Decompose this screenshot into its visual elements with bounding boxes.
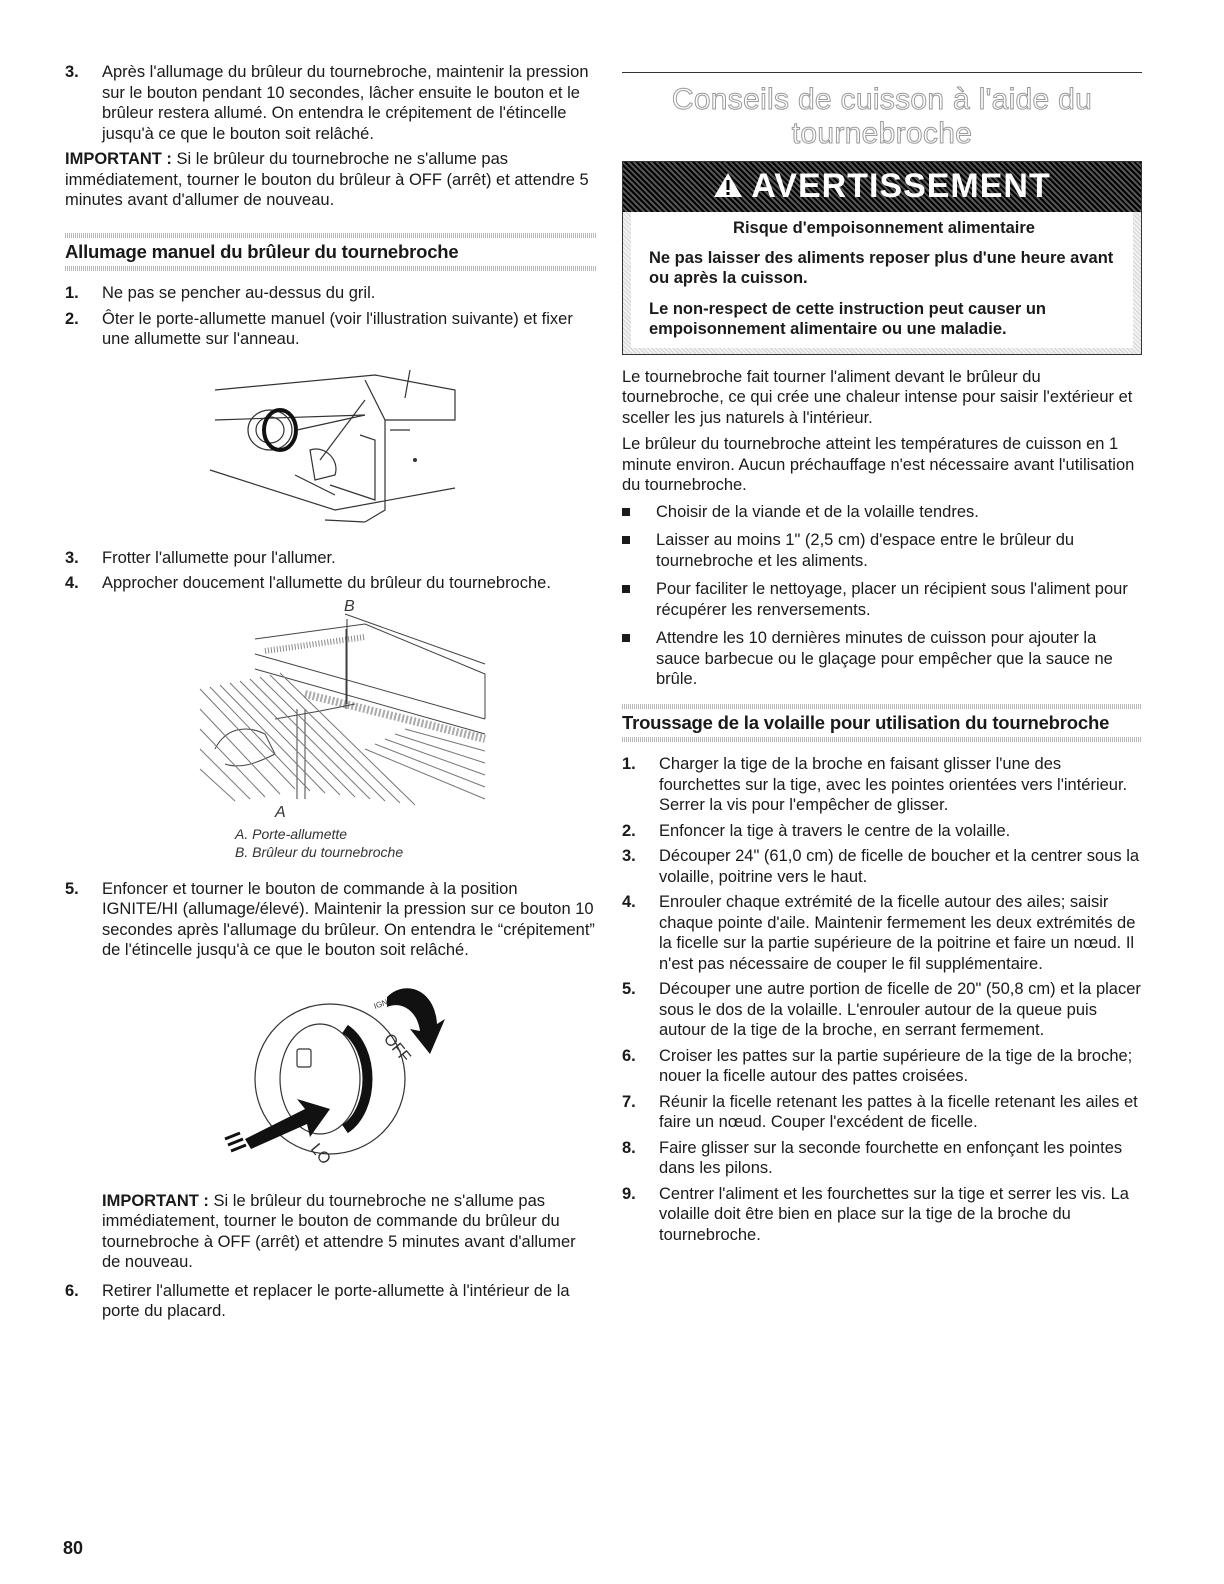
step-number: 5. [65, 879, 79, 898]
important-note-2 [102, 1191, 597, 1273]
bullet-text: Laisser au moins 1" (2,5 cm) d'espace entre le brûleur du tournebroche et les aliments. [656, 531, 1075, 570]
section-rule [622, 737, 1142, 742]
step-number: 9. [622, 1184, 636, 1203]
important-label: IMPORTANT : [102, 1191, 209, 1210]
top-rule [622, 72, 1142, 73]
section-title: Allumage manuel du brûleur du tournebroche [65, 240, 459, 262]
step-text: Enfoncer et tourner le bouton de commande à la position IGNITE/HI (allumage/élevé). Maintenir la pression sur ce bouton 10 secondes après l'allumage du brûleur. On entendra le “crépitement” de l'étincelle jusqu'à ce que le bouton soit relâché. [102, 879, 595, 959]
step-text: Enfoncer la tige à travers le centre de la volaille. [659, 821, 1011, 840]
step-text: Ne pas se pencher au-dessus du gril. [102, 284, 376, 302]
knob-illustration [65, 969, 597, 1169]
step-number: 8. [622, 1138, 636, 1157]
left-column [65, 62, 597, 1327]
warning-body [631, 212, 1133, 348]
list-item [622, 979, 1142, 1041]
paragraph-1: Le tournebroche fait tourner l'aliment devant le brûleur du tournebroche, ce qui crée une chaleur intense pour saisir l'extérieur et sceller les jus naturels à l'intérieur. [622, 367, 1133, 427]
list-item [622, 754, 1142, 816]
caption-b: B. Brûleur du tournebroche [235, 843, 404, 860]
warning-banner [623, 162, 1141, 212]
section-title: Troussage de la volaille pour utilisation du tournebroche [622, 711, 1110, 733]
step-number: 3. [65, 548, 79, 567]
step-text: Enrouler chaque extrémité de la ficelle autour des ailes; saisir chaque pointe d'aile. Maintenir fermement les deux extrémités de la ficelle sur la partie supérieure de la poitrine et faire un nœud. Il n'est pas nécessaire de couper le fil supplémentaire. [659, 893, 1136, 973]
list-item [65, 1281, 597, 1322]
bullet-text: Choisir de la viande et de la volaille tendres. [656, 502, 979, 521]
step-text: Ôter le porte-allumette manuel (voir l'illustration suivante) et fixer une allumette sur l'anneau. [102, 309, 573, 348]
bullet-square-icon [622, 585, 630, 593]
section-rule [65, 266, 597, 271]
step-text: Retirer l'allumette et replacer le porte-allumette à l'intérieur de la porte du placard. [102, 1281, 570, 1320]
list-item [65, 283, 597, 304]
bullet-square-icon [622, 536, 630, 544]
step-text: Découper une autre portion de ficelle de 20" (50,8 cm) et la placer sous le dos de la volaille. L'enrouler autour de la queue puis autour de la tige de la broche, en serrant fermement. [659, 980, 1141, 1040]
trussing-steps [622, 754, 1142, 1245]
bullet-square-icon [622, 508, 630, 516]
step-text: Après l'allumage du brûleur du tournebroche, maintenir la pression sur le bouton pendant 10 secondes, lâcher ensuite le bouton et le brûleur restera allumé. On entendra le crépitement de l'étincelle jusqu'à ce que le bouton soit relâché. [102, 63, 589, 143]
section-header-trussing [622, 704, 1142, 743]
list-item [622, 628, 1142, 690]
section-header-manual-lighting [65, 233, 597, 272]
step-text: Charger la tige de la broche en faisant glisser l'une des fourchettes sur la tige, avec les pointes orientées vers l'intérieur. Serrer la vis pour l'empêcher de glisser. [659, 755, 1128, 815]
match-holder-drawing [65, 360, 597, 538]
list-item [622, 530, 1142, 571]
step-text: Faire glisser sur la seconde fourchette en enfonçant les pointes dans les pilons. [659, 1138, 1123, 1178]
step-number: 6. [65, 1281, 79, 1300]
knob-lo-label: LO [306, 1140, 334, 1168]
warning-subtitle: Risque d'empoisonnement alimentaire [733, 219, 1035, 238]
right-column [622, 62, 1142, 1250]
step-text: Croiser les pattes sur la partie supérieure de la tige de la broche; nouer la ficelle autour des pattes croisées. [659, 1046, 1133, 1086]
section-title-rotisserie-tips: Conseils de cuisson à l'aide du tournebroche [671, 83, 1093, 150]
list-item [622, 1092, 1142, 1133]
intro-steps [65, 62, 597, 144]
bullet-square-icon [622, 634, 630, 642]
label-a: A [275, 803, 286, 821]
section-rule [622, 704, 1142, 709]
list-item [622, 846, 1142, 887]
step-text: Centrer l'aliment et les fourchettes sur la tige et serrer les vis. La volaille doit être bien en place sur la tige de la broche du tournebroche. [659, 1184, 1129, 1244]
list-item [622, 1184, 1142, 1246]
step-number: 1. [65, 284, 79, 302]
burner-drawing [65, 599, 597, 821]
step-number: 1. [622, 755, 636, 774]
paragraph-2: Le brûleur du tournebroche atteint les températures de cuisson en 1 minute environ. Aucun préchauffage n'est nécessaire avant l'utilisation du tournebroche. [622, 435, 1135, 495]
list-item [622, 821, 1142, 842]
knob-off-label: OFF [379, 1030, 414, 1066]
step-text: Réunir la ficelle retenant les pattes à la ficelle retenant les ailes et faire un nœud. Couper l'excédent de ficelle. [659, 1092, 1138, 1132]
knob-ign-label: IGN [372, 997, 390, 1011]
burner-illustration [65, 599, 597, 821]
list-item [65, 62, 597, 144]
section-rule [65, 233, 597, 238]
knob-drawing [65, 969, 597, 1169]
step-text: Approcher doucement l'allumette du brûleur du tournebroche. [102, 574, 551, 592]
warning-line-1: Ne pas laisser des aliments reposer plus d'une heure avant ou après la cuisson. [649, 248, 1114, 288]
step-number: 7. [622, 1092, 636, 1111]
manual-steps-d [65, 1281, 597, 1322]
step-number: 6. [622, 1046, 636, 1065]
list-item [65, 879, 597, 961]
important-text: Si le brûleur du tournebroche ne s'allume pas immédiatement, tourner le bouton de commande du brûleur du tournebroche à OFF (arrêt) et attendre 5 minutes avant d'allumer de nouveau. [102, 1191, 576, 1271]
step-text: Frotter l'allumette pour l'allumer. [102, 548, 336, 567]
bullet-text: Attendre les 10 dernières minutes de cuisson pour ajouter la sauce barbecue ou le glaçage pour empêcher que la sauce ne brûle. [656, 629, 1113, 689]
step-number: 5. [622, 980, 636, 999]
list-item [65, 548, 597, 569]
step-number: 2. [622, 821, 636, 840]
step-number: 3. [65, 63, 79, 81]
warning-triangle-icon [713, 164, 743, 212]
bullet-text: Pour faciliter le nettoyage, placer un récipient sous l'aliment pour récupérer les renversements. [656, 580, 1128, 619]
list-item [622, 1138, 1142, 1179]
manual-steps-a [65, 283, 597, 350]
list-item [622, 579, 1142, 620]
caption-a: A. Porte-allumette [235, 825, 348, 842]
match-holder-illustration [65, 360, 597, 538]
step-text: Découper 24" (61,0 cm) de ficelle de boucher et la centrer sous la volaille, poitrine vers le haut. [659, 847, 1140, 886]
list-item [65, 573, 597, 594]
manual-steps-b [65, 548, 597, 594]
warning-box [622, 161, 1142, 355]
list-item [622, 892, 1142, 974]
warning-heading: AVERTISSEMENT [751, 167, 1051, 205]
warning-line-2: Le non-respect de cette instruction peut causer un empoisonnement alimentaire ou une maladie. [649, 299, 1046, 339]
tips-list [622, 502, 1142, 690]
page-number: 80 [63, 1538, 84, 1558]
important-label: IMPORTANT : [65, 150, 172, 168]
list-item [622, 502, 1142, 523]
list-item [622, 1046, 1142, 1087]
important-text: Si le brûleur du tournebroche ne s'allume pas immédiatement, tourner le bouton du brûleur à OFF (arrêt) et attendre 5 minutes avant d'allumer de nouveau. [65, 150, 589, 209]
step-number: 3. [622, 847, 636, 866]
list-item [65, 309, 597, 350]
important-note-1 [65, 149, 597, 211]
step-number: 4. [622, 893, 636, 912]
step-number: 2. [65, 309, 79, 328]
label-b: B [344, 598, 355, 615]
manual-steps-c [65, 879, 597, 961]
step-number: 4. [65, 574, 79, 592]
figure-caption [235, 825, 597, 861]
